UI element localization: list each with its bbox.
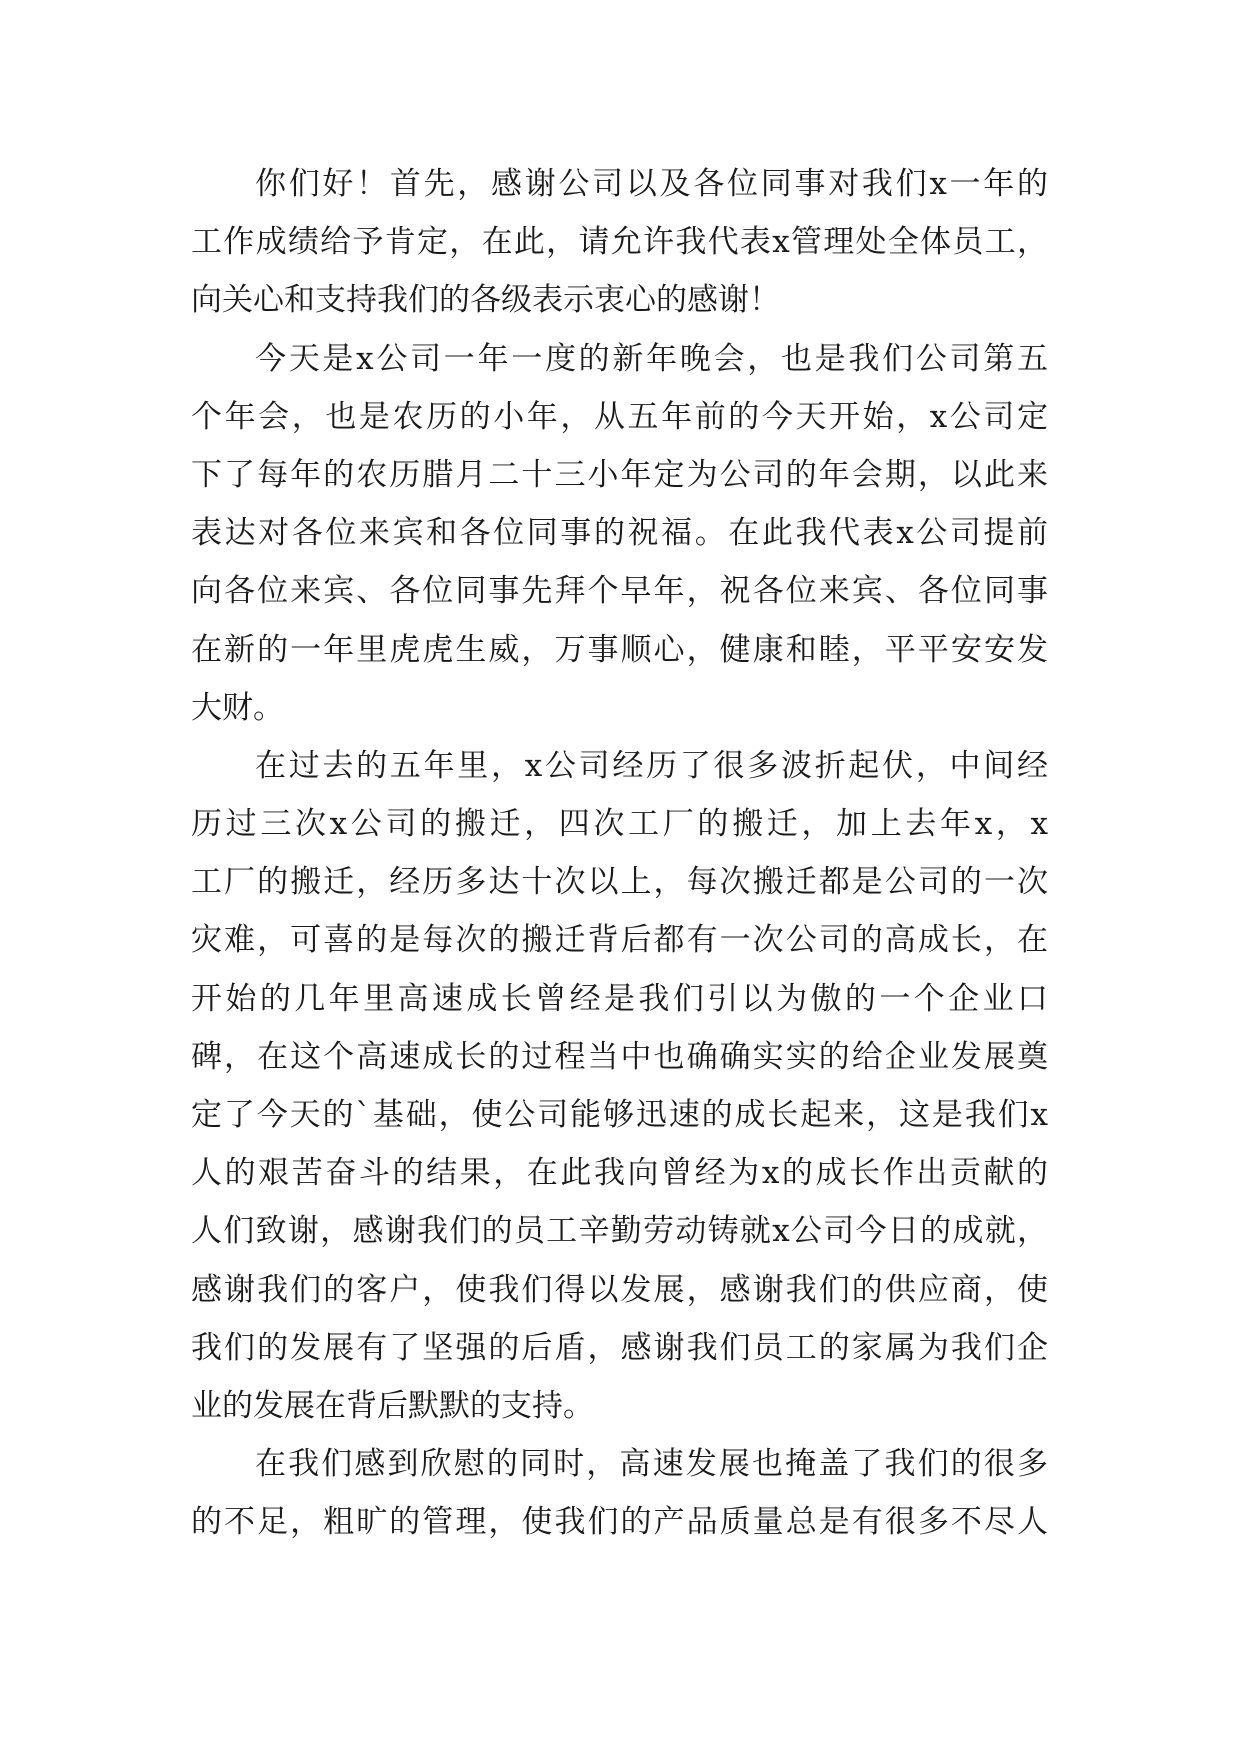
text-line: 工作成绩给予肯定，在此，请允许我代表x管理处全体员工， bbox=[191, 224, 1048, 261]
text-line: 业的发展在背后默默的支持。 bbox=[191, 1387, 594, 1424]
text-line: 工厂的搬迁，经历多达十次以上，每次搬迁都是公司的一次 bbox=[191, 864, 1048, 901]
text-line: 大财。 bbox=[191, 689, 284, 726]
text-line: 人们致谢，感谢我们的员工辛勤劳动铸就x公司今日的成就， bbox=[191, 1213, 1048, 1250]
text-line: 向关心和支持我们的各级表示衷心的感谢！ bbox=[191, 282, 780, 319]
text-line: 向各位来宾、各位同事先拜个早年，祝各位来宾、各位同事 bbox=[191, 573, 1048, 610]
document-body bbox=[191, 155, 1048, 1552]
text-line: 的不足，粗旷的管理，使我们的产品质量总是有很多不尽人 bbox=[191, 1504, 1048, 1541]
text-line: 在我们感到欣慰的同时，高速发展也掩盖了我们的很多 bbox=[255, 1446, 1048, 1483]
text-line: 在过去的五年里，x公司经历了很多波折起伏，中间经 bbox=[255, 747, 1048, 784]
paragraph-3 bbox=[191, 737, 1048, 1435]
text-line: 我们的发展有了坚强的后盾，感谢我们员工的家属为我们企 bbox=[191, 1329, 1048, 1366]
text-line: 感谢我们的客户，使我们得以发展，感谢我们的供应商，使 bbox=[191, 1271, 1048, 1308]
paragraph-2 bbox=[191, 330, 1048, 737]
text-line: 在新的一年里虎虎生威，万事顺心，健康和睦，平平安安发 bbox=[191, 631, 1048, 668]
text-line: 个年会，也是农历的小年，从五年前的今天开始，x公司定 bbox=[191, 398, 1048, 435]
paragraph-1 bbox=[191, 155, 1048, 330]
text-line: 开始的几年里高速成长曾经是我们引以为傲的一个企业口 bbox=[191, 980, 1048, 1017]
text-line: 历过三次x公司的搬迁，四次工厂的搬迁，加上去年x，x bbox=[191, 806, 1048, 843]
text-line: 碑，在这个高速成长的过程当中也确确实实的给企业发展奠 bbox=[191, 1038, 1048, 1075]
text-line: 下了每年的农历腊月二十三小年定为公司的年会期，以此来 bbox=[191, 456, 1048, 493]
text-line: 表达对各位来宾和各位同事的祝福。在此我代表x公司提前 bbox=[191, 515, 1048, 552]
text-line: 定了今天的`基础，使公司能够迅速的成长起来，这是我们x bbox=[191, 1097, 1048, 1133]
paragraph-4 bbox=[191, 1435, 1048, 1551]
text-line: 今天是x公司一年一度的新年晚会，也是我们公司第五 bbox=[255, 340, 1048, 377]
text-line: 灾难，可喜的是每次的搬迁背后都有一次公司的高成长，在 bbox=[191, 922, 1048, 959]
text-line: 你们好！首先，感谢公司以及各位同事对我们x一年的 bbox=[255, 166, 1048, 202]
text-line: 人的艰苦奋斗的结果，在此我向曾经为x的成长作出贡献的 bbox=[191, 1155, 1048, 1192]
